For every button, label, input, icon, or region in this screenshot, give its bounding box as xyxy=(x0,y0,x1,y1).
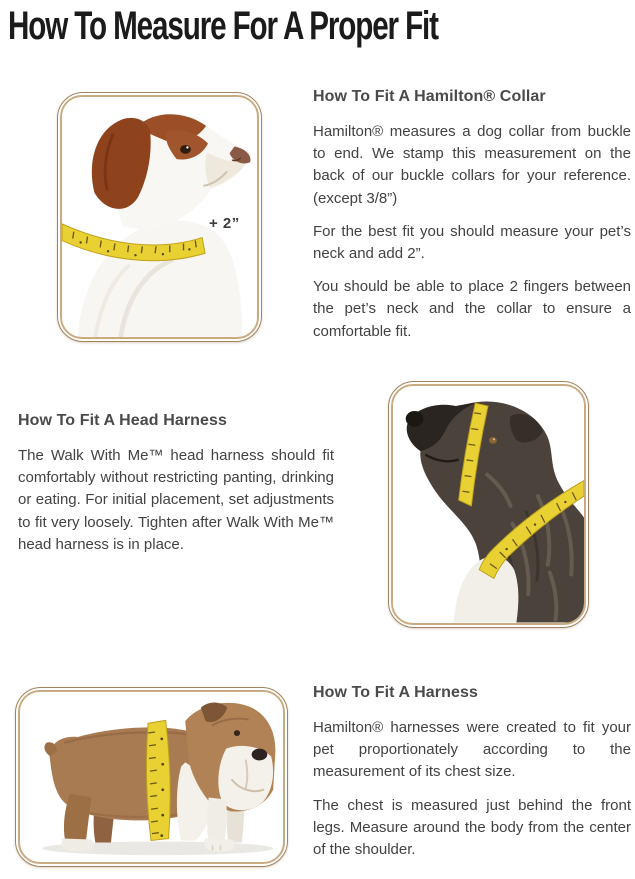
collar-photo xyxy=(60,95,259,339)
harness-paragraph-2: The chest is measured just behind the front legs. Measure around the body from the center of the shoulder. xyxy=(313,796,631,858)
measuring-tape-chest xyxy=(146,720,170,840)
collar-section-heading: How To Fit A Hamilton® Collar xyxy=(313,88,546,105)
plus-two-inches-label: + 2” xyxy=(209,215,240,232)
collar-paragraph-3: You should be able to place 2 fingers between the pet’s neck and the collar to ensure a comfortable fit. xyxy=(313,278,631,340)
harness-section-text xyxy=(313,684,631,872)
collar-paragraph-1: Hamilton® measures a dog collar from buckle to end. We stamp this measurement on the back of our buckle collars for your reference. (except 3/8”) xyxy=(313,123,631,207)
collar-photo-frame xyxy=(57,92,262,342)
harness-photo xyxy=(18,690,285,864)
collar-section-text xyxy=(313,88,631,354)
head-harness-paragraph-1: The Walk With Me™ head harness should fit comfortably without restricting panting, drinking or eating. For initial placement, set adjustments to fit very loosely. Tighten after Walk With Me™ head harness is in place. xyxy=(18,447,334,553)
harness-photo-frame xyxy=(15,687,288,867)
head-harness-section-text xyxy=(18,412,334,567)
head-harness-section-heading: How To Fit A Head Harness xyxy=(18,412,228,429)
harness-section-heading: How To Fit A Harness xyxy=(313,684,478,701)
bulldog-chest-measure-illustration xyxy=(20,692,283,862)
head-harness-photo-frame xyxy=(388,381,589,628)
page-title: How To Measure For A Proper Fit xyxy=(8,4,438,48)
collar-paragraph-2: For the best fit you should measure your pet’s neck and add 2”. xyxy=(313,222,631,262)
head-harness-photo xyxy=(391,384,586,625)
harness-paragraph-1: Hamilton® harnesses were created to fit your pet proportionately according to the measurement of its chest size. xyxy=(313,719,631,781)
brindle-dog-head-harness-illustration xyxy=(393,386,584,623)
